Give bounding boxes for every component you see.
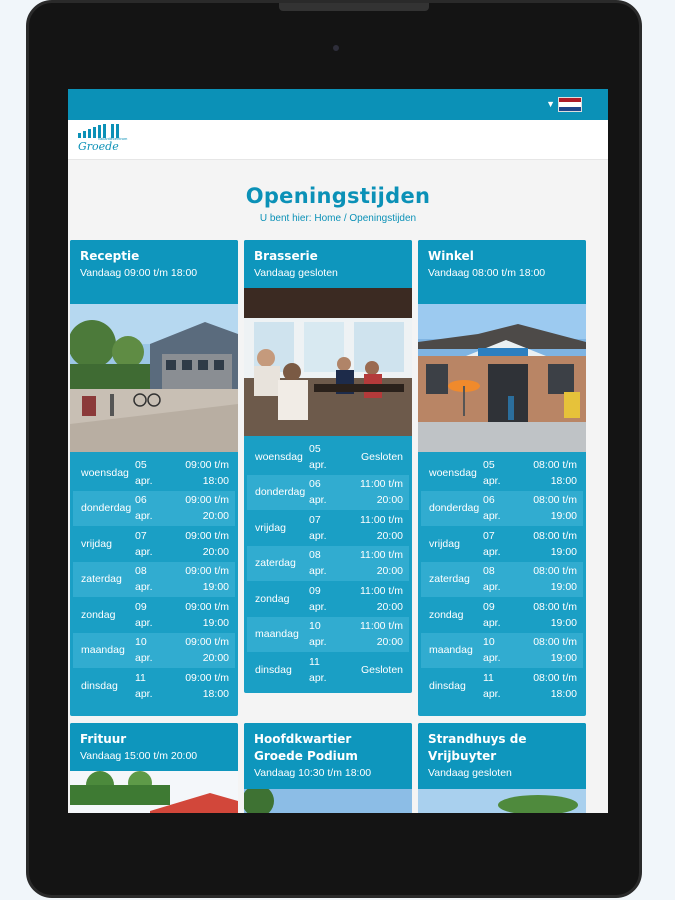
row-day: zondag	[255, 592, 290, 605]
row-date: 08 apr.	[309, 549, 327, 578]
card-receptie	[70, 240, 238, 716]
row-hours: 11:00 t/m 20:00	[360, 549, 403, 578]
row-date: 07 apr.	[483, 529, 501, 558]
card-strandhuys	[418, 723, 586, 813]
browser-viewport	[68, 89, 608, 813]
row-date: 06 apr.	[483, 494, 501, 523]
row-day: zaterdag	[255, 557, 296, 570]
card-today-status: Vandaag gesloten	[254, 267, 338, 279]
logo-subtitle: vakantiecentrum	[98, 136, 128, 141]
table-row	[247, 581, 409, 617]
row-day: zondag	[81, 608, 116, 621]
top-bar	[68, 89, 608, 120]
card-header[interactable]	[70, 240, 238, 304]
chevron-down-icon: ▼	[546, 99, 555, 109]
card-winkel	[418, 240, 586, 716]
row-date: 11 apr.	[309, 655, 327, 684]
card-today-status: Vandaag 09:00 t/m 18:00	[80, 267, 198, 279]
table-row	[73, 455, 235, 491]
row-hours: 11:00 t/m 20:00	[360, 620, 403, 649]
breadcrumb	[68, 213, 608, 224]
row-date: 05 apr.	[309, 442, 327, 471]
row-hours: 11:00 t/m 20:00	[360, 513, 403, 542]
row-date: 05 apr.	[135, 458, 153, 487]
table-row	[73, 526, 235, 562]
table-row	[247, 510, 409, 546]
table-row	[73, 562, 235, 598]
winkel-photo	[418, 304, 586, 452]
row-hours: 09:00 t/m 19:00	[185, 600, 229, 629]
card-title: Strandhuys de Vrijbuyter	[428, 732, 527, 763]
row-hours: 09:00 t/m 20:00	[185, 636, 229, 665]
row-hours: 08:00 t/m 19:00	[533, 636, 577, 665]
hours-table	[70, 452, 238, 708]
table-row	[247, 439, 409, 475]
row-day: maandag	[255, 628, 299, 641]
row-date: 10 apr.	[309, 620, 327, 649]
strandhuys-photo	[418, 789, 586, 813]
card-title: Brasserie	[254, 249, 318, 263]
row-hours: 08:00 t/m 19:00	[533, 565, 577, 594]
card-header[interactable]	[418, 240, 586, 304]
table-row	[421, 668, 583, 704]
table-row	[73, 491, 235, 527]
breadcrumb-prefix: U bent hier:	[259, 213, 315, 224]
row-date: 10 apr.	[483, 636, 501, 665]
camera-icon	[333, 45, 339, 51]
receptie-photo	[70, 304, 238, 452]
logo-text: Groede vakantiecentrum	[78, 136, 128, 153]
row-date: 07 apr.	[309, 513, 327, 542]
row-hours: 09:00 t/m 19:00	[185, 565, 229, 594]
card-frituur	[70, 723, 238, 813]
table-row	[421, 526, 583, 562]
card-brasserie	[244, 240, 412, 693]
card-today-status: Vandaag 15:00 t/m 20:00	[80, 750, 198, 762]
row-day: donderdag	[255, 486, 306, 499]
tablet-button	[279, 3, 429, 11]
row-date: 06 apr.	[309, 478, 327, 507]
row-day: woensdag	[255, 450, 303, 463]
table-row	[421, 491, 583, 527]
card-header[interactable]	[244, 723, 412, 789]
row-hours: 11:00 t/m 20:00	[360, 584, 403, 613]
table-row	[247, 617, 409, 653]
hours-table	[418, 452, 586, 708]
table-row	[73, 597, 235, 633]
card-header[interactable]	[244, 240, 412, 288]
row-day: donderdag	[81, 502, 132, 515]
card-title: Receptie	[80, 249, 140, 263]
row-day: zaterdag	[429, 573, 470, 586]
table-row	[247, 475, 409, 511]
site-header	[68, 120, 608, 160]
table-row	[247, 546, 409, 582]
card-today-status: Vandaag 08:00 t/m 18:00	[428, 267, 546, 279]
row-date: 09 apr.	[309, 584, 327, 613]
card-today-status: Vandaag gesloten	[428, 767, 512, 779]
card-hoofdkwartier	[244, 723, 412, 813]
row-hours: 11:00 t/m 20:00	[360, 478, 403, 507]
card-header[interactable]	[418, 723, 586, 789]
card-title: Winkel	[428, 249, 474, 263]
card-title: Frituur	[80, 732, 127, 746]
card-title: Hoofdkwartier Groede Podium	[254, 732, 358, 763]
row-day: vrijdag	[81, 537, 112, 550]
table-row	[73, 668, 235, 704]
row-date: 10 apr.	[135, 636, 153, 665]
podium-photo	[244, 789, 412, 813]
row-day: woensdag	[81, 466, 129, 479]
row-date: 09 apr.	[135, 600, 153, 629]
row-hours: 08:00 t/m 18:00	[533, 671, 577, 700]
row-day: woensdag	[429, 466, 477, 479]
row-hours: 08:00 t/m 19:00	[533, 529, 577, 558]
brasserie-photo	[244, 288, 412, 436]
row-date: 08 apr.	[483, 565, 501, 594]
language-selector[interactable]	[546, 97, 582, 112]
row-hours: 09:00 t/m 18:00	[185, 671, 229, 700]
dutch-flag-icon	[558, 97, 582, 112]
row-day: dinsdag	[255, 663, 292, 676]
row-day: donderdag	[429, 502, 480, 515]
card-header[interactable]	[70, 723, 238, 771]
row-day: dinsdag	[429, 679, 466, 692]
table-row	[421, 597, 583, 633]
row-date: 11 apr.	[483, 671, 501, 700]
table-row	[421, 562, 583, 598]
row-date: 06 apr.	[135, 494, 153, 523]
card-today-status: Vandaag 10:30 t/m 18:00	[254, 767, 372, 779]
row-day: maandag	[429, 644, 473, 657]
row-hours: 08:00 t/m 19:00	[533, 600, 577, 629]
row-day: zaterdag	[81, 573, 122, 586]
row-day: vrijdag	[429, 537, 460, 550]
breadcrumb-current: Openingstijden	[349, 213, 417, 224]
row-date: 05 apr.	[483, 458, 501, 487]
row-hours: 09:00 t/m 18:00	[185, 458, 229, 487]
row-date: 08 apr.	[135, 565, 153, 594]
breadcrumb-separator: /	[341, 213, 350, 224]
row-closed: Gesloten	[360, 663, 403, 676]
row-date: 09 apr.	[483, 600, 501, 629]
row-date: 07 apr.	[135, 529, 153, 558]
row-hours: 08:00 t/m 19:00	[533, 494, 577, 523]
table-row	[247, 652, 409, 688]
row-hours: 09:00 t/m 20:00	[185, 494, 229, 523]
table-row	[421, 633, 583, 669]
row-closed: Gesloten	[360, 450, 403, 463]
row-day: zondag	[429, 608, 464, 621]
row-hours: 09:00 t/m 20:00	[185, 529, 229, 558]
page-title: Openingstijden	[245, 184, 431, 208]
row-day: maandag	[81, 644, 125, 657]
site-logo[interactable]	[78, 124, 138, 158]
row-hours: 08:00 t/m 18:00	[533, 458, 577, 487]
hours-table	[244, 436, 412, 692]
row-day: dinsdag	[81, 679, 118, 692]
frituur-photo	[70, 771, 238, 813]
row-date: 11 apr.	[135, 671, 153, 700]
table-row	[73, 633, 235, 669]
table-row	[421, 455, 583, 491]
row-day: vrijdag	[255, 521, 286, 534]
breadcrumb-home-link[interactable]: Home	[314, 213, 342, 224]
